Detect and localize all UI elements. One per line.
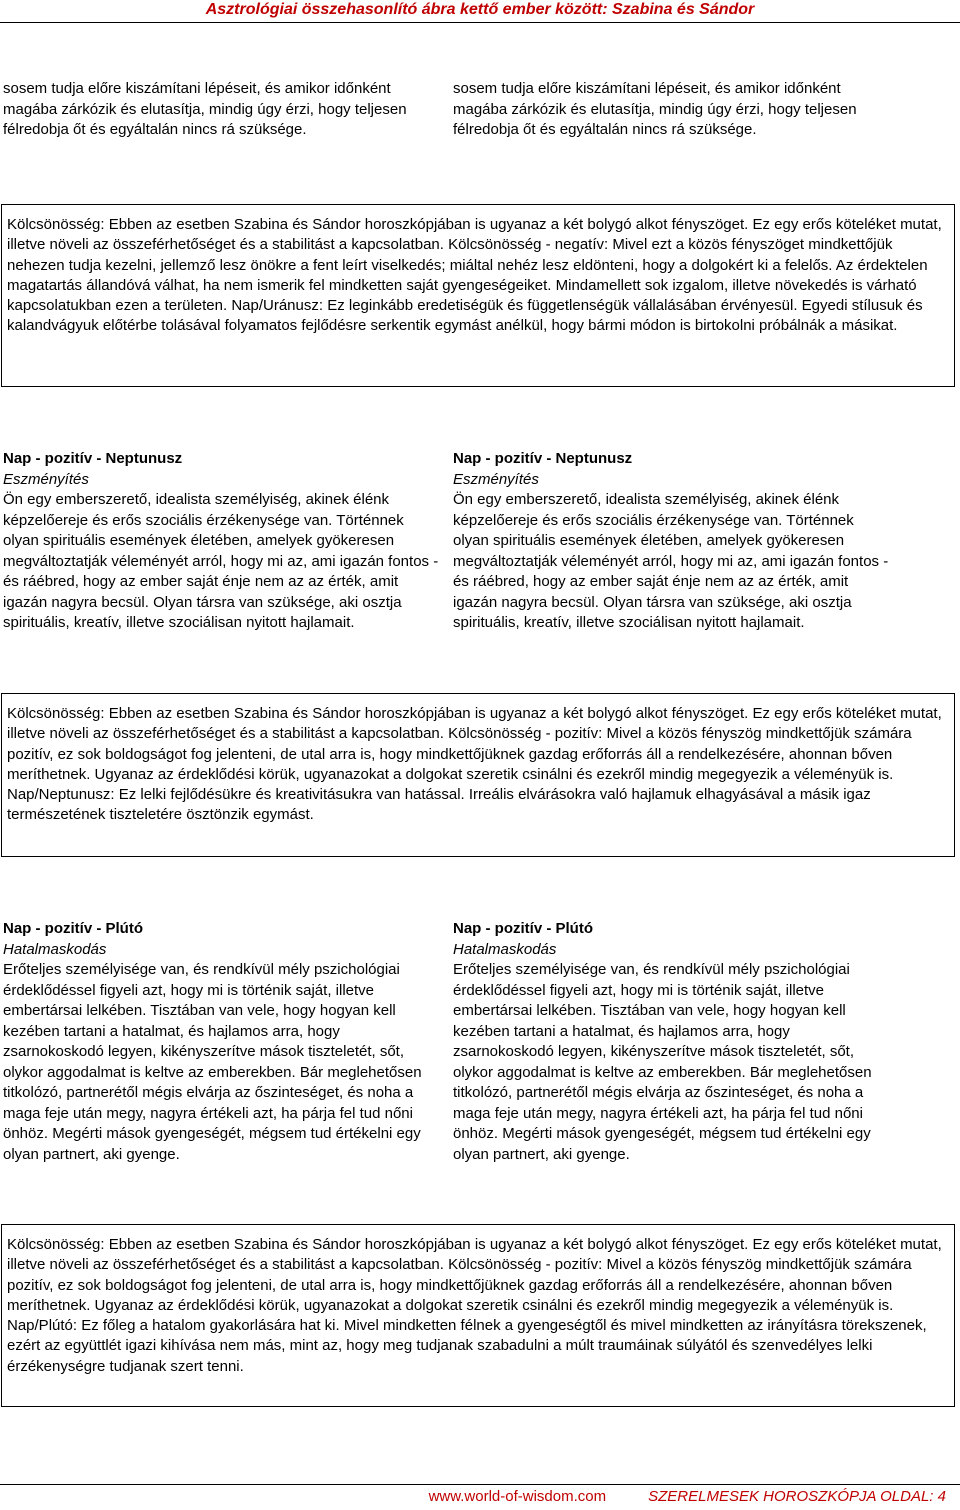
- aspect-body: Ön egy emberszerető, idealista személyiség, akinek élénk képzelőereje és erős szociális érzékenysége van. Történnek olyan spirituális események életében, amelyek gyökeresen megváltoztatják véleményét arról, hogy mi az, ami igazán fontos - és ráébred, hogy az ember saját énje nem az az érték, amit igazán nagyra becsül. Olyan társra van szüksége, aki osztja spirituális, kreatív, illetve szociálisan nyitott hajlamait.: [453, 491, 889, 631]
- top-left-column: sosem tudja előre kiszámítani lépéseit, és amikor időnként magába zárkózik és elutasítja, mindig úgy érzi, hogy teljesen félredobja őt és egyáltalán nincs rá szüksége.: [3, 80, 407, 138]
- aspect-neptune-left: [3, 449, 443, 634]
- mutuality-box-1: [1, 204, 955, 387]
- aspect-subtitle: Hatalmaskodás: [3, 940, 107, 958]
- aspect-subtitle: Eszményítés: [3, 470, 89, 488]
- mutuality-box-3: [1, 1224, 955, 1407]
- aspect-subtitle: Eszményítés: [453, 470, 539, 488]
- mutuality-text-3: Kölcsönösség: Ebben az esetben Szabina és Sándor horoszkópjában is ugyanaz a két bolygó alkot fényszöget. Ez egy erős köteléket mutat, illetve növeli az összeférhetőséget és a stabilitást a kapcsolatban. Kölcsönösség - pozitív: Mivel a közös fényszög mindkettőjük számára pozitív, ez sok boldogságot fog jelenteni, de utal arra is, hogy mindkettőjüknek gazdag erőforrás áll a rendelkezésére, ahonnan bőven meríthetnek. Ugyanaz az érdeklődési körük, ugyanazokat a dolgokat szeretik csinálni és ezekről mindig megegyezik a véleményük is. Nap/Plútó: Ez főleg a hatalom gyakorlására hat ki. Mivel mindketten félnek a gyengeségtől és mivel mindketten az irányításra törekszenek, ezért az együttlét igazi kihívása nem más, mint az, hogy meg tudjanak szabadulni a múlt traumáinak súlyától és szenvedélyes lelki érzékenységre tudjanak szert tenni.: [7, 1236, 942, 1375]
- mutuality-text-1: Kölcsönösség: Ebben az esetben Szabina és Sándor horoszkópjában is ugyanaz a két bolygó alkot fényszöget. Ez egy erős köteléket mutat, illetve növeli az összeférhetőséget és a stabilitást a kapcsolatban. Kölcsönösség - negatív: Mivel ezt a közös fényszöget mindkettőjük nehezen tudja kezelni, jellemző lesz önökre a fent leírt viselkedés; miáltal nehéz lesz eldönteni, hogy a dolgokért ki a felelős. Az érdektelen magatartás állandóvá válhat, ha nem ismerik fel mindketten saját gyengeségeiket. Mindamellett sok izgalom, illetve növekedés is várható kapcsolatukban ezen a területen. Nap/Uránusz: Ez leginkább eredetiségük és függetlenségük vállalásában érvényesül. Egyedi stílusuk és kalandvágyuk előtérbe tolásával folyamatos fejlődésre serkentik egymást anélkül, hogy bármi módon is birtokolni próbálnák a másikat.: [7, 216, 942, 335]
- aspect-pluto-left: [3, 919, 443, 1165]
- footer-page-label: SZERELMESEK HOROSZKÓPJA OLDAL: 4: [648, 1488, 946, 1505]
- page-footer: [429, 1488, 946, 1505]
- mutuality-text-2: Kölcsönösség: Ebben az esetben Szabina és Sándor horoszkópjában is ugyanaz a két bolygó alkot fényszöget. Ez egy erős köteléket mutat, illetve növeli az összeférhetőséget és a stabilitást a kapcsolatban. Kölcsönösség - pozitív: Mivel a közös fényszög mindkettőjük számára pozitív, ez sok boldogságot fog jelenteni, de utal arra is, hogy mindkettőjüknek gazdag erőforrás áll a rendelkezésére, ahonnan bőven meríthetnek. Ugyanaz az érdeklődési körük, ugyanazokat a dolgokat szeretik csinálni és ezekről mindig megegyezik a véleményük is. Nap/Neptunusz: Ez lelki fejlődésükre és kreativitásukra van hatással. Irreális elvárásokra való hajlamuk elhagyásával a másik igaz természetének tiszteletére ösztönzik egymást.: [7, 705, 942, 824]
- mutuality-box-2: [1, 693, 955, 857]
- aspect-title: Nap - pozitív - Neptunusz: [453, 450, 633, 467]
- aspect-body: Erőteljes személyisége van, és rendkívül mély pszichológiai érdeklődéssel figyeli azt, hogy mi is történik saját, illetve embertársai lelkében. Tisztában van vele, hogy hogyan kell kezében tartani a hatalmat, és hajlamos arra, hogy zsarnokoskodó legyen, kikényszerítve mások tiszteletét, sőt, olykor aggodalmat is keltve az emberekben. Bár meglehetősen titkolózó, partnerétől mégis elvárja az őszinteséget, és noha a maga feje után megy, nagyra értékeli azt, ha párja fel tud nőni önhöz. Megérti mások gyengeségét, mégsem tud értékelni egy olyan partnert, aki gyenge.: [3, 961, 422, 1163]
- aspect-title: Nap - pozitív - Plútó: [453, 920, 593, 937]
- header-divider: [0, 22, 960, 23]
- aspect-body: Erőteljes személyisége van, és rendkívül mély pszichológiai érdeklődéssel figyeli azt, hogy mi is történik saját, illetve embertársai lelkében. Tisztában van vele, hogy hogyan kell kezében tartani a hatalmat, és hajlamos arra, hogy zsarnokoskodó legyen, kikényszerítve mások tiszteletét, sőt, olykor aggodalmat is keltve az emberekben. Bár meglehetősen titkolózó, partnerétől mégis elvárja az őszinteséget, és noha a maga feje után megy, nagyra értékeli azt, ha párja fel tud nőni önhöz. Megérti mások gyengeségét, mégsem tud értékelni egy olyan partnert, aki gyenge.: [453, 961, 872, 1163]
- aspect-pluto-right: [453, 919, 893, 1165]
- aspect-body: Ön egy emberszerető, idealista személyiség, akinek élénk képzelőereje és erős szociális érzékenysége van. Történnek olyan spirituális események életében, amelyek gyökeresen megváltoztatják véleményét arról, hogy mi az, ami igazán fontos - és ráébred, hogy az ember saját énje nem az az érték, amit igazán nagyra becsül. Olyan társra van szüksége, aki osztja spirituális, kreatív, illetve szociálisan nyitott hajlamait.: [3, 491, 439, 631]
- footer-divider: [0, 1484, 960, 1485]
- aspect-title: Nap - pozitív - Plútó: [3, 920, 143, 937]
- aspect-neptune-right: [453, 449, 893, 634]
- top-right-column: sosem tudja előre kiszámítani lépéseit, és amikor időnként magába zárkózik és elutasítja, mindig úgy érzi, hogy teljesen félredobja őt és egyáltalán nincs rá szüksége.: [453, 80, 857, 138]
- aspect-subtitle: Hatalmaskodás: [453, 940, 557, 958]
- page-header-title: Asztrológiai összehasonlító ábra kettő ember között: Szabina és Sándor: [205, 1, 755, 18]
- aspect-title: Nap - pozitív - Neptunusz: [3, 450, 183, 467]
- footer-url-link[interactable]: www.world-of-wisdom.com: [428, 1488, 607, 1505]
